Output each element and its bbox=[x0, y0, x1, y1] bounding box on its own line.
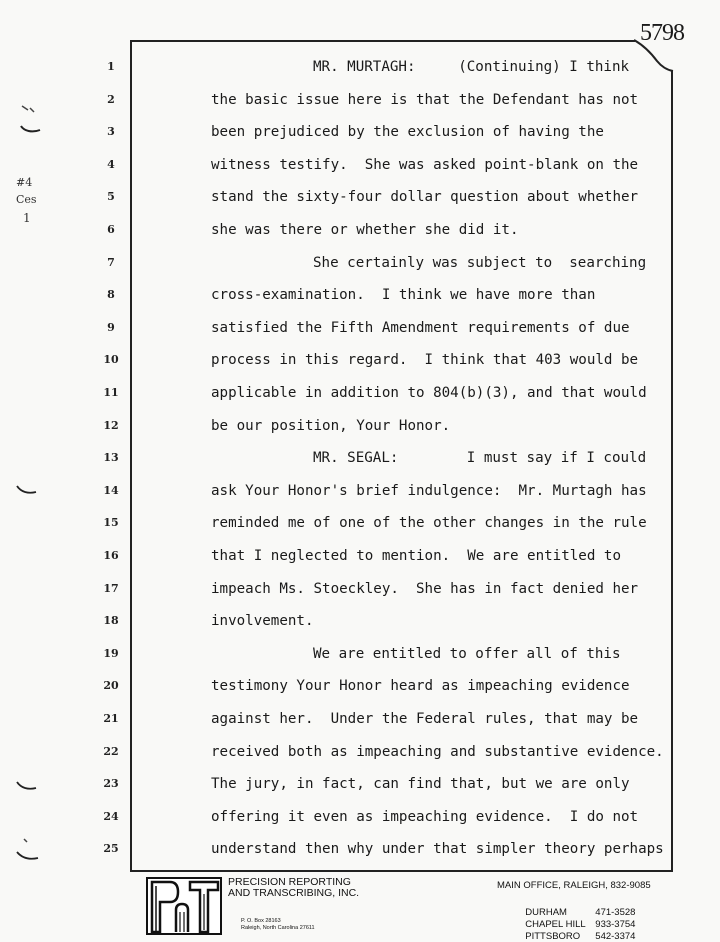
transcript-line: against her. Under the Federal rules, that may be bbox=[211, 711, 639, 727]
transcript-line: impeach Ms. Stoeckley. She has in fact denied her bbox=[211, 581, 639, 597]
page-number: 5798 bbox=[640, 20, 684, 46]
transcript-line: reminded me of one of the other changes in the rule bbox=[211, 515, 647, 531]
frame-left-border bbox=[130, 40, 132, 872]
office-phone: 933-3754 bbox=[595, 919, 636, 930]
margin-note: 1 bbox=[23, 211, 31, 225]
line-number: 24 bbox=[103, 810, 119, 823]
transcript-line: she was there or whether she did it. bbox=[211, 222, 519, 238]
line-number: 17 bbox=[103, 582, 119, 595]
line-number: 7 bbox=[107, 256, 115, 269]
line-number: 22 bbox=[103, 745, 119, 758]
company-name-line: AND TRANSCRIBING, INC. bbox=[228, 887, 360, 899]
line-number: 16 bbox=[103, 549, 119, 562]
line-number: 15 bbox=[103, 516, 119, 529]
transcript-line: cross-examination. I think we have more than bbox=[211, 287, 596, 303]
line-number: 1 bbox=[107, 60, 115, 73]
transcript-line: involvement. bbox=[211, 613, 314, 629]
line-number: 10 bbox=[103, 353, 119, 366]
transcript-line: testimony Your Honor heard as impeaching evidence bbox=[211, 678, 630, 694]
line-number: 20 bbox=[103, 679, 119, 692]
line-number: 11 bbox=[103, 386, 119, 399]
transcript-line: be our position, Your Honor. bbox=[211, 418, 451, 434]
transcript-line: ask Your Honor's brief indulgence: Mr. Murtagh has bbox=[211, 483, 647, 499]
speaker-line: MR. SEGAL: I must say if I could bbox=[313, 450, 647, 466]
company-logo bbox=[146, 876, 222, 936]
transcript-line: satisfied the Fifth Amendment requirements of due bbox=[211, 320, 630, 336]
office-city: CHAPEL HILL bbox=[525, 919, 586, 930]
office-phone: 471-3528 bbox=[595, 907, 636, 918]
margin-note: Ces bbox=[16, 193, 37, 206]
main-office: MAIN OFFICE, RALEIGH, 832-9085 bbox=[497, 880, 651, 891]
frame-bottom-border bbox=[130, 870, 673, 872]
line-number: 12 bbox=[103, 419, 119, 432]
margin-scribble-icon bbox=[16, 100, 42, 140]
transcript-line: offering it even as impeaching evidence. I do not bbox=[211, 809, 639, 825]
office-city: PITTSBORO bbox=[525, 931, 581, 942]
margin-tick-icon bbox=[14, 776, 38, 796]
address-line: Raleigh, North Carolina 27611 bbox=[241, 925, 315, 931]
transcript-line: been prejudiced by the exclusion of having the bbox=[211, 124, 604, 140]
margin-tick-icon bbox=[14, 836, 40, 866]
transcript-line: that I neglected to mention. We are entitled to bbox=[211, 548, 621, 564]
line-number: 21 bbox=[103, 712, 119, 725]
speaker-line: MR. MURTAGH: (Continuing) I think bbox=[313, 59, 630, 75]
line-number: 23 bbox=[103, 777, 119, 790]
office-row bbox=[520, 920, 635, 942]
margin-tick-icon bbox=[14, 480, 38, 500]
line-number: 2 bbox=[107, 93, 115, 106]
frame-right-border bbox=[671, 70, 673, 872]
line-number: 25 bbox=[103, 842, 119, 855]
address-line: P. O. Box 28163 bbox=[241, 918, 281, 924]
office-city: DURHAM bbox=[525, 907, 567, 918]
transcript-line: applicable in addition to 804(b)(3), and that would bbox=[211, 385, 647, 401]
company-name bbox=[228, 877, 359, 899]
office-phone: 542-3374 bbox=[595, 931, 636, 942]
line-number: 4 bbox=[107, 158, 115, 171]
transcript-line: We are entitled to offer all of this bbox=[313, 646, 621, 662]
line-number: 9 bbox=[107, 321, 115, 334]
transcript-line: understand then why under that simpler theory perhaps bbox=[211, 841, 664, 857]
transcript-line: process in this regard. I think that 403 would be bbox=[211, 352, 639, 368]
folded-corner-icon bbox=[633, 39, 674, 72]
margin-note: #4 bbox=[16, 176, 33, 189]
line-number: 14 bbox=[103, 484, 119, 497]
line-number: 6 bbox=[107, 223, 115, 236]
line-number: 13 bbox=[103, 451, 119, 464]
company-name-line: PRECISION REPORTING bbox=[228, 876, 351, 888]
line-number: 19 bbox=[103, 647, 119, 660]
line-number: 18 bbox=[103, 614, 119, 627]
company-address bbox=[241, 918, 315, 932]
line-number: 3 bbox=[107, 125, 115, 138]
transcript-line: received both as impeaching and substantive evidence. bbox=[211, 744, 664, 760]
frame-top-border bbox=[130, 40, 635, 42]
transcript-line: stand the sixty-four dollar question about whether bbox=[211, 189, 639, 205]
transcript-line: The jury, in fact, can find that, but we are only bbox=[211, 776, 630, 792]
transcript-line: witness testify. She was asked point-blank on the bbox=[211, 157, 639, 173]
transcript-line: the basic issue here is that the Defendant has not bbox=[211, 92, 639, 108]
line-number: 8 bbox=[107, 288, 115, 301]
transcript-line: She certainly was subject to searching bbox=[313, 255, 647, 271]
line-number: 5 bbox=[107, 190, 115, 203]
